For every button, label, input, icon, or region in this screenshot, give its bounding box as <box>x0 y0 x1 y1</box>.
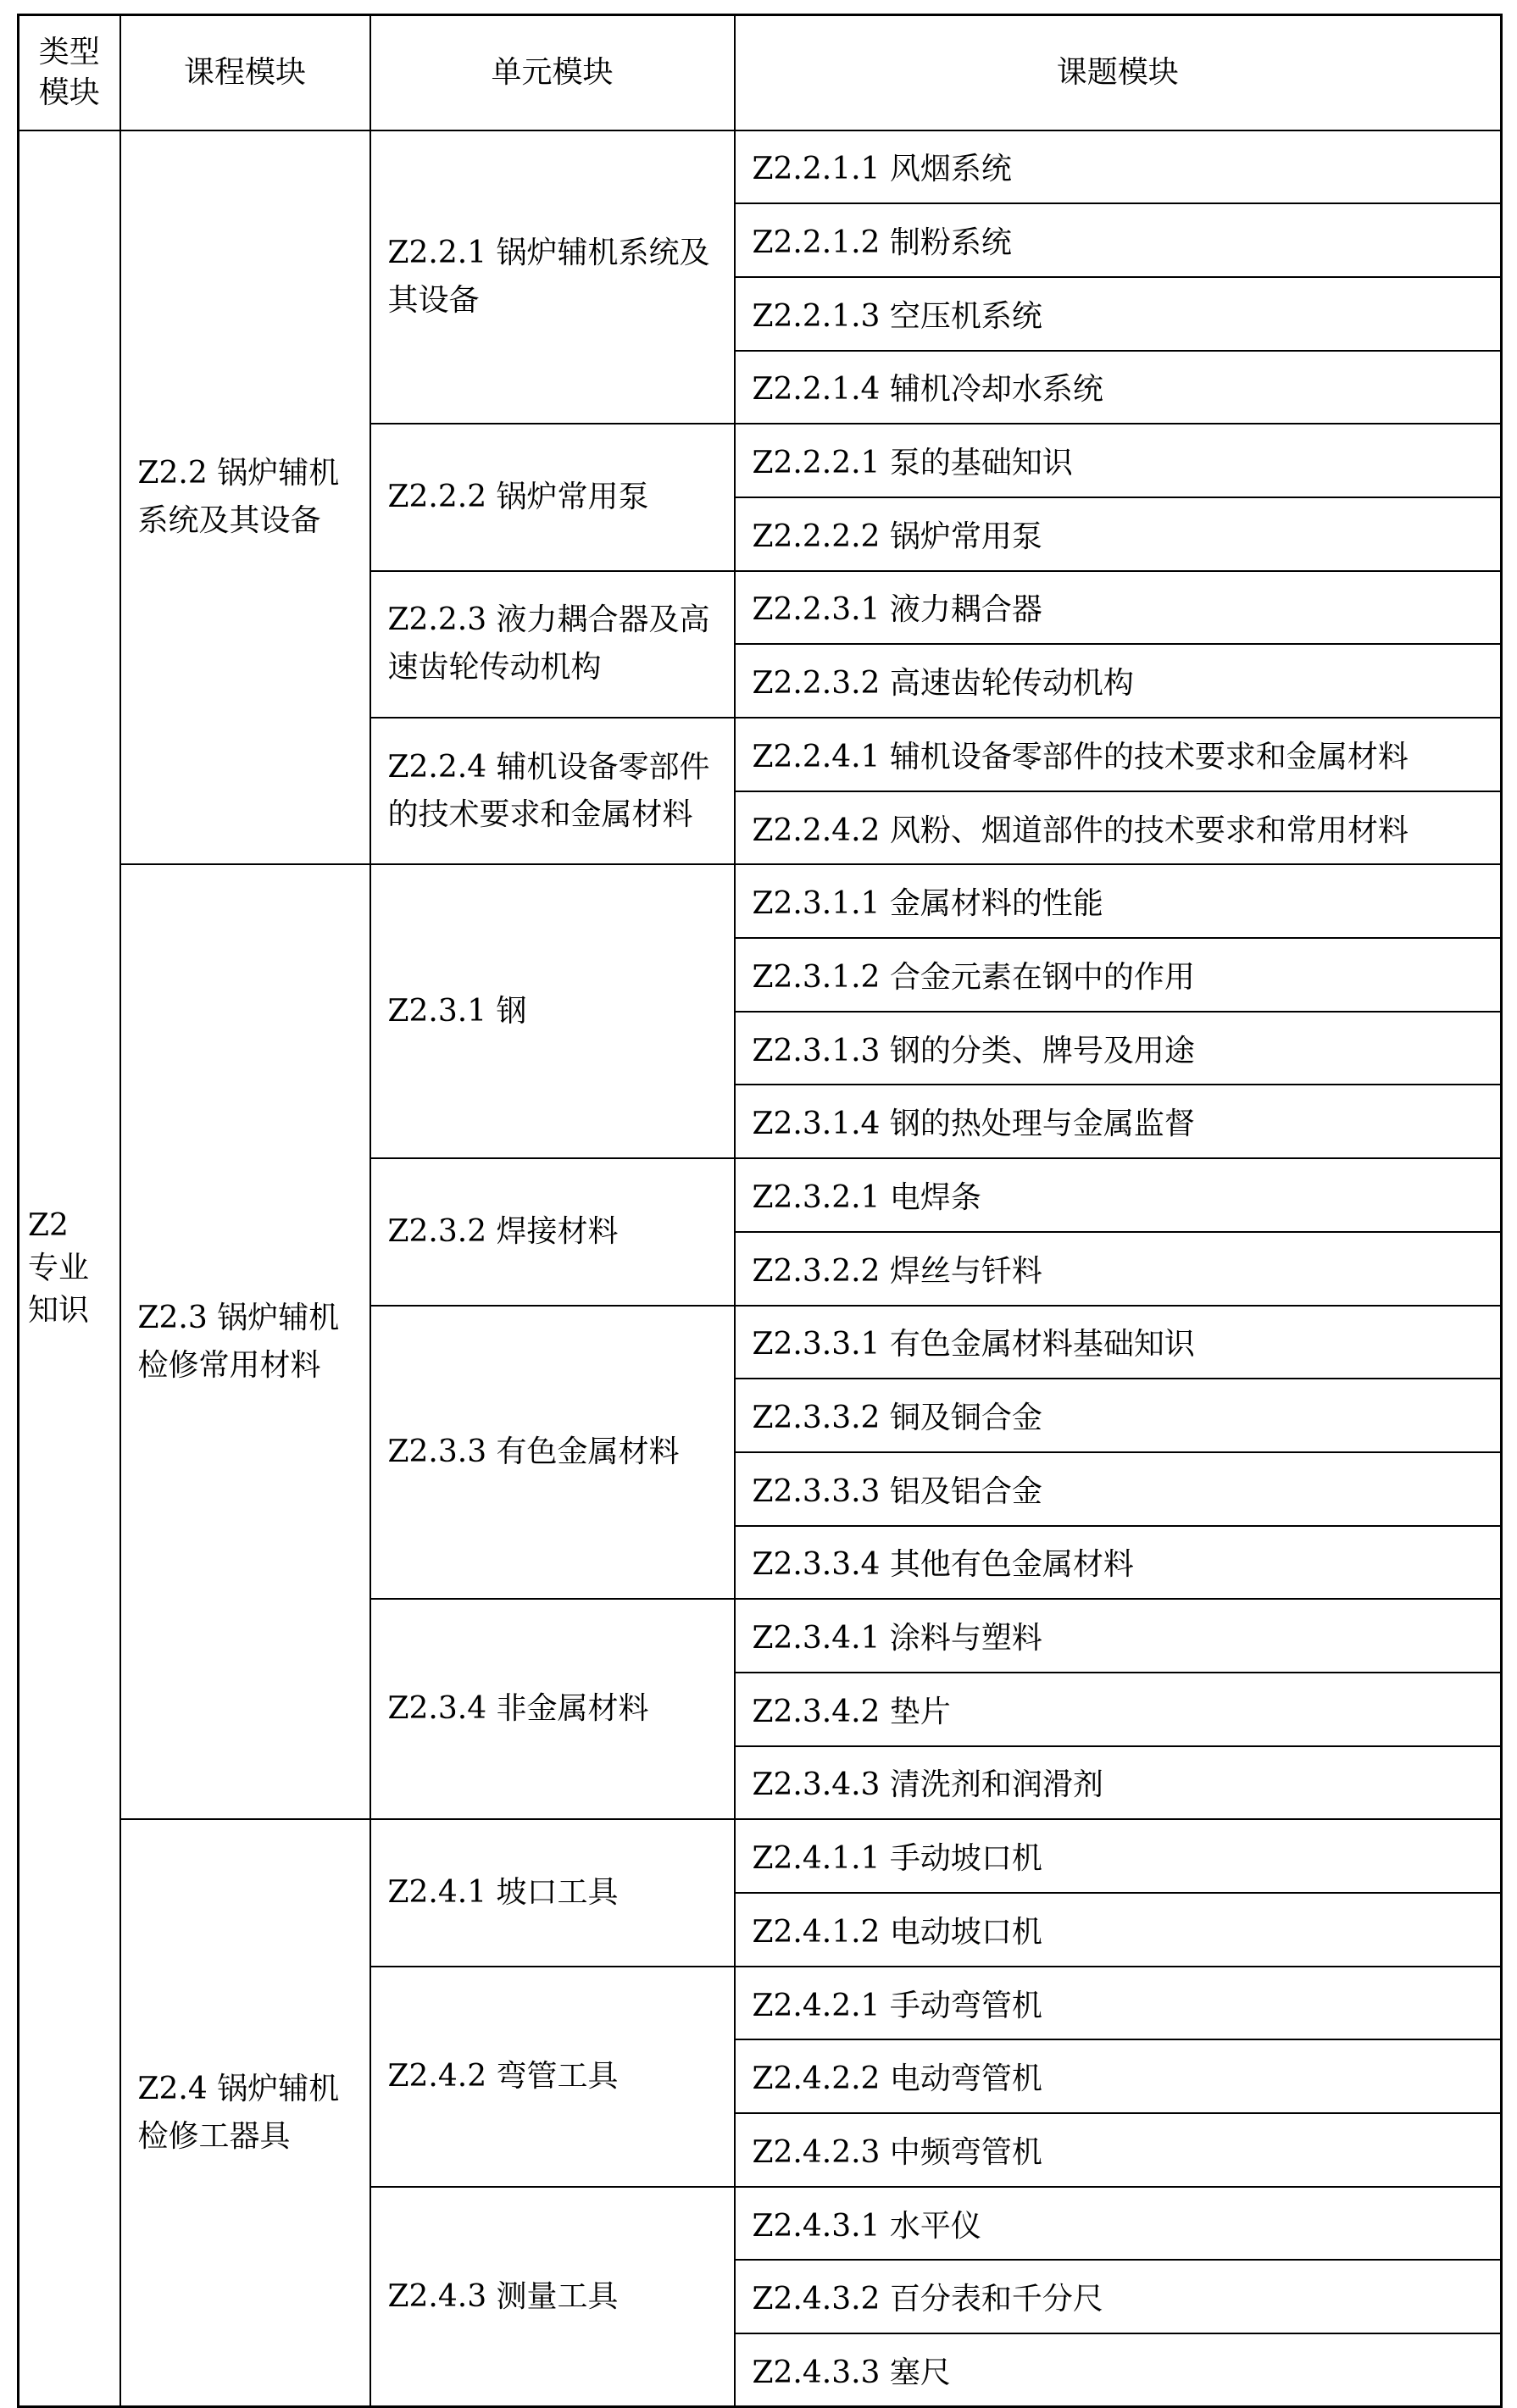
cell-text-line: Z2.2 锅炉辅机 <box>137 455 340 491</box>
unit-module-cell <box>370 424 735 570</box>
topic-module-cell: Z2.3.3.1 有色金属材料基础知识 <box>735 1306 1502 1379</box>
cell-text-line: Z2.2.2 锅炉常用泵 <box>387 479 649 514</box>
table-row <box>19 1819 1502 1893</box>
topic-module-cell: Z2.3.1.1 金属材料的性能 <box>735 864 1502 938</box>
cell-text-line: Z2.4 锅炉辅机 <box>137 2071 340 2106</box>
cell-text-line: 检修工器具 <box>137 2118 291 2154</box>
cell-text-line: Z2 <box>28 1207 69 1243</box>
cell-text-line: Z2.3.4 非金属材料 <box>387 1691 649 1727</box>
topic-module-cell: Z2.2.1.2 制粉系统 <box>735 203 1502 277</box>
unit-module-cell <box>370 1158 735 1305</box>
topic-module-cell: Z2.2.3.2 高速齿轮传动机构 <box>735 644 1502 718</box>
unit-module-cell <box>370 864 735 1158</box>
topic-module-cell: Z2.3.2.1 电焊条 <box>735 1158 1502 1232</box>
topic-module-cell: Z2.3.4.3 清洗剂和润滑剂 <box>735 1746 1502 1820</box>
cell-text-line: Z2.3.2 焊接材料 <box>387 1213 619 1249</box>
unit-module-cell <box>370 571 735 718</box>
cell-text-line: Z2.2.3 液力耦合器及高 <box>387 602 710 638</box>
topic-module-cell: Z2.2.1.4 辅机冷却水系统 <box>735 351 1502 424</box>
topic-module-cell: Z2.4.3.2 百分表和千分尺 <box>735 2260 1502 2333</box>
topic-module-cell: Z2.2.2.1 泵的基础知识 <box>735 424 1502 497</box>
cell-text-line: 的技术要求和金属材料 <box>387 796 693 832</box>
cell-text-line: Z2.4.2 弯管工具 <box>387 2058 619 2094</box>
cell-text-line: 专业 <box>28 1250 90 1285</box>
cell-text-line: Z2.3.3 有色金属材料 <box>387 1434 680 1469</box>
header-unit-module: 单元模块 <box>370 15 735 130</box>
cell-text-line: Z2.3.1 钢 <box>387 993 527 1029</box>
topic-module-cell: Z2.4.1.1 手动坡口机 <box>735 1819 1502 1893</box>
topic-module-cell: Z2.2.3.1 液力耦合器 <box>735 571 1502 645</box>
unit-module-cell <box>370 1967 735 2187</box>
topic-module-cell: Z2.3.1.3 钢的分类、牌号及用途 <box>735 1012 1502 1085</box>
header-type-module <box>19 15 120 130</box>
course-module-cell <box>120 130 370 865</box>
topic-module-cell: Z2.3.1.4 钢的热处理与金属监督 <box>735 1085 1502 1158</box>
header-topic-module: 课题模块 <box>735 15 1502 130</box>
cell-text-line: 其设备 <box>387 282 480 318</box>
cell-text-line: Z2.2.1 锅炉辅机系统及 <box>387 235 710 270</box>
cell-text-line: Z2.3 锅炉辅机 <box>137 1300 340 1335</box>
topic-module-cell: Z2.4.2.2 电动弯管机 <box>735 2039 1502 2113</box>
topic-module-cell: Z2.3.1.2 合金元素在钢中的作用 <box>735 938 1502 1012</box>
topic-module-cell: Z2.2.2.2 锅炉常用泵 <box>735 497 1502 571</box>
topic-module-cell: Z2.3.4.2 垫片 <box>735 1673 1502 1746</box>
topic-module-cell: Z2.4.1.2 电动坡口机 <box>735 1893 1502 1967</box>
header-type-line: 类型 <box>38 34 100 69</box>
unit-module-cell <box>370 1599 735 1819</box>
topic-module-cell: Z2.3.2.2 焊丝与钎料 <box>735 1232 1502 1306</box>
table-body <box>19 130 1502 2407</box>
topic-module-cell: Z2.2.1.3 空压机系统 <box>735 277 1502 351</box>
cell-text-line: 检修常用材料 <box>137 1347 321 1383</box>
table-row <box>19 864 1502 938</box>
table-row <box>19 130 1502 204</box>
topic-module-cell: Z2.4.3.3 塞尺 <box>735 2333 1502 2407</box>
curriculum-module-table <box>17 14 1503 2408</box>
type-module-cell <box>19 130 120 2407</box>
topic-module-cell: Z2.2.4.2 风粉、烟道部件的技术要求和常用材料 <box>735 791 1502 865</box>
topic-module-cell: Z2.2.4.1 辅机设备零部件的技术要求和金属材料 <box>735 718 1502 791</box>
topic-module-cell: Z2.4.3.1 水平仪 <box>735 2187 1502 2261</box>
cell-text-line: Z2.4.3 测量工具 <box>387 2278 619 2314</box>
topic-module-cell: Z2.3.3.2 铜及铜合金 <box>735 1379 1502 1452</box>
topic-module-cell: Z2.3.3.4 其他有色金属材料 <box>735 1526 1502 1600</box>
unit-module-cell <box>370 718 735 864</box>
unit-module-cell <box>370 2187 735 2407</box>
unit-module-cell <box>370 1819 735 1966</box>
topic-module-cell: Z2.3.3.3 铝及铝合金 <box>735 1452 1502 1526</box>
cell-text-line: 知识 <box>28 1292 90 1328</box>
course-module-cell <box>120 1819 370 2407</box>
course-module-cell <box>120 864 370 1819</box>
unit-module-cell <box>370 1306 735 1600</box>
topic-module-cell: Z2.4.2.3 中频弯管机 <box>735 2113 1502 2187</box>
header-course-module: 课程模块 <box>120 15 370 130</box>
topic-module-cell: Z2.3.4.1 涂料与塑料 <box>735 1599 1502 1673</box>
cell-text-line: 速齿轮传动机构 <box>387 650 602 685</box>
topic-module-cell: Z2.4.2.1 手动弯管机 <box>735 1967 1502 2040</box>
topic-module-cell: Z2.2.1.1 风烟系统 <box>735 130 1502 204</box>
table-header <box>19 15 1502 130</box>
unit-module-cell <box>370 130 735 424</box>
cell-text-line: Z2.2.4 辅机设备零部件 <box>387 749 710 785</box>
header-type-line: 模块 <box>38 75 100 110</box>
cell-text-line: 系统及其设备 <box>137 502 321 538</box>
cell-text-line: Z2.4.1 坡口工具 <box>387 1875 619 1910</box>
